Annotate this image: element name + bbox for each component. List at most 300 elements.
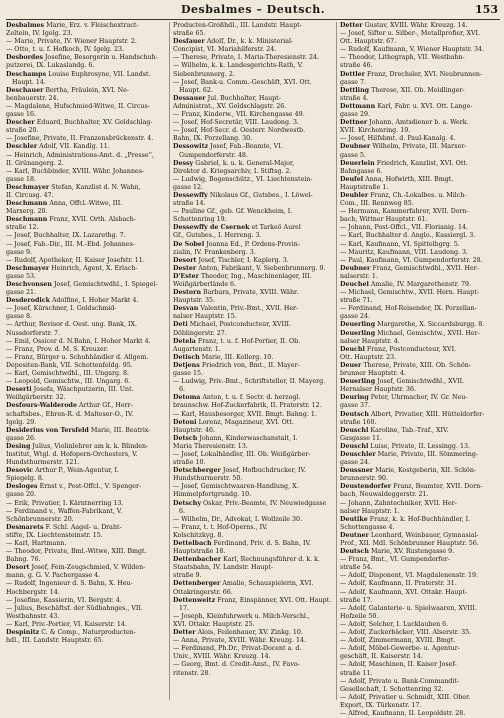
- directory-entry: [340, 386, 500, 394]
- directory-entry: [340, 232, 500, 240]
- entry-details: — Josef, Hilfsbmt. d. Paul-Kanalg. 4.: [340, 135, 456, 143]
- entry-details: Ferdinand, Priv. d. S. Bahn, IV.: [213, 540, 311, 547]
- directory-entry: [6, 54, 166, 62]
- directory-entry: [173, 257, 333, 265]
- entry-details: — Ferdinand v., Waffen-Fabrikant, V.: [6, 507, 123, 515]
- directory-entry: [173, 443, 333, 451]
- directory-entry: [173, 232, 333, 240]
- directory-entry: [6, 200, 166, 208]
- directory-entry: [340, 394, 500, 402]
- entry-details: — Georg, Bmt. d. Credit-Anst., IV. Favo-: [173, 661, 300, 669]
- directory-entry: [340, 38, 500, 46]
- directory-entry: [340, 524, 500, 532]
- directory-entry: [173, 305, 333, 313]
- entry-details: gasse 53.: [6, 272, 36, 280]
- directory-entry: [173, 30, 333, 38]
- entry-details: Weißgärberstr. 32.: [6, 394, 66, 402]
- entry-details: Josef, Gemischtwdhl., I. Spiegel-: [54, 281, 158, 288]
- entry-details: Spiegelg. 8.: [6, 475, 44, 483]
- directory-entry: [340, 483, 500, 491]
- entry-surname: Detschy: [173, 499, 201, 507]
- entry-details: — Adolf, Selcher, I. Lucklauben 6.: [340, 620, 449, 628]
- directory-entry: [340, 678, 500, 686]
- entry-details: — Josef, Hof-Secr. d. Oesterr. Nordwestb.: [173, 127, 306, 135]
- directory-entry: [173, 572, 333, 580]
- directory-entry: [173, 629, 333, 637]
- entry-details: — Josef, Bank-u. Comm.-Geschäft, XVI. Ott. Haupt. 62.: [173, 78, 312, 94]
- directory-entry: [6, 216, 166, 224]
- directory-entry: [173, 419, 333, 427]
- entry-details: straße 10.: [173, 459, 206, 467]
- directory-entry: [340, 103, 500, 111]
- directory-entry: [173, 589, 333, 597]
- directory-entry: [340, 241, 500, 249]
- directory-entry: [6, 289, 166, 297]
- entry-details: Bahng. 76.: [6, 556, 41, 564]
- entry-details: Theodor, Ing., Maschinenlager, III.: [200, 272, 312, 280]
- directory-entry: [6, 467, 166, 475]
- directory-entry: [6, 370, 166, 378]
- entry-details: Hundsthurmerstr. 50.: [173, 475, 243, 483]
- directory-entry: [6, 427, 166, 435]
- entry-surname: Deserti: [6, 386, 32, 394]
- entry-details: II. Grünangerg. 2.: [6, 159, 64, 167]
- entry-details: gasse 5.: [340, 151, 366, 159]
- directory-entry: [340, 265, 500, 273]
- directory-entry: [173, 475, 333, 483]
- entry-details: Stefan, Kanzlist d. N. Wahn,: [51, 183, 141, 191]
- entry-details: Hauptstr. 35.: [173, 297, 215, 305]
- directory-entry: [340, 653, 500, 661]
- entry-details: Gasgasse 11.: [340, 434, 383, 442]
- entry-details: Univ., XVIII. Währ. Kreuzg. 14.: [173, 653, 271, 661]
- entry-surname: Deschauer: [6, 86, 44, 94]
- entry-details: Adolfine, I. Hoher Markt 4.: [51, 297, 139, 305]
- entry-details: gasse 12.: [173, 183, 203, 191]
- entry-surname: Dettenberger: [173, 580, 221, 588]
- page-header: [6, 3, 500, 20]
- entry-details: Gabriel, k. u. k. General-Major,: [195, 159, 295, 167]
- directory-entry: [6, 22, 166, 30]
- directory-entry: [6, 483, 166, 491]
- entry-details: Karoline, Tab.-Traf., XIV.: [370, 426, 449, 434]
- directory-entry: [340, 475, 500, 483]
- entry-details: — Franz, Bürger u. Schuhhändler d. Allgem.: [6, 353, 149, 361]
- entry-details: — Franz, t. t. Hof-Operns., IV.: [173, 523, 268, 531]
- entry-details: Josef, Tischler, I. Kaplerg. 3.: [198, 256, 289, 264]
- directory-entry: [340, 378, 500, 386]
- directory-entry: [173, 548, 333, 556]
- entry-details: Marie, XV. Rustengasse 9.: [370, 548, 455, 556]
- directory-entry: [6, 516, 166, 524]
- entry-details: Ottakringerstr. 66.: [173, 588, 233, 596]
- entry-details: Leonhard, Weinbauer, Gymnasial-: [370, 531, 479, 539]
- directory-entry: [6, 273, 166, 281]
- entry-details: gasse 7.: [340, 78, 366, 86]
- entry-details: — Josef, Sifter u. Silber-, Metallprofier, XVI.: [340, 30, 480, 38]
- entry-surname: Deubler: [340, 191, 369, 199]
- directory-entry: [340, 22, 500, 30]
- directory-entry: [340, 637, 500, 645]
- directory-entry: [173, 330, 333, 338]
- entry-details: gasse 8.: [6, 313, 32, 321]
- directory-entry: [340, 338, 500, 346]
- entry-details: — Heinrich, Administrations-Amt. d. „Presse“,: [6, 151, 154, 159]
- directory-entry: [6, 443, 166, 451]
- directory-entry: [6, 232, 166, 240]
- entry-details: Franz, Beamter, XVII. Dorn-: [393, 483, 483, 491]
- directory-entry: [340, 621, 500, 629]
- directory-entry: [340, 281, 500, 289]
- entry-details: Marxerg. 20.: [6, 208, 48, 216]
- directory-entry: [6, 30, 166, 38]
- entry-details: — Josef, Fab.-Dir., III. M.-Ebd. Johannes-: [6, 240, 135, 248]
- directory-entry: [340, 686, 500, 694]
- directory-entry: [6, 419, 166, 427]
- entry-details: Jul. Buchhalter, Haupt-: [207, 94, 281, 102]
- entry-surname: Descher: [6, 119, 35, 127]
- directory-entry: [173, 289, 333, 297]
- directory-entry: [6, 119, 166, 127]
- entry-details: — Marie, Private, IV. Wiener Hauptstr. 2.: [6, 38, 137, 46]
- directory-entry: [173, 621, 333, 629]
- entry-details: — Adolf, Zuckerbäcker, VIII. Alserstr. 35.: [340, 629, 472, 637]
- directory-entry: [6, 297, 166, 305]
- entry-surname: Deuerling: [340, 329, 376, 337]
- entry-details: Staatsbahn, IV. Landstr. Haupt-: [173, 564, 274, 572]
- directory-entry: [173, 135, 333, 143]
- directory-entry: [340, 71, 500, 79]
- entry-details: Ott. Hauptstr. 23.: [340, 353, 397, 361]
- entry-details: Oskar, Priv.-Beamte, IV. Neuwiedgasse 6.: [179, 499, 327, 515]
- entry-surname: Deschvonsen: [6, 281, 52, 288]
- directory-entry: [173, 467, 333, 475]
- directory-entry: [6, 402, 166, 410]
- directory-entry: [340, 500, 500, 508]
- entry-details: Weißgärberlände 6.: [173, 281, 237, 288]
- directory-entry: [173, 451, 333, 459]
- entry-surname: Desort: [6, 564, 30, 572]
- directory-entry: [340, 160, 500, 168]
- entry-surname: Deubner: [340, 143, 371, 151]
- entry-details: Hofzeile 50.: [340, 612, 379, 620]
- entry-details: straße 54.: [340, 564, 373, 572]
- entry-details: — Josef, Buchhalter, IX. Lazarethg. 7.: [6, 232, 126, 240]
- directory-entry: [173, 580, 333, 588]
- entry-details: — Ludwig, Bogenschütz., VI. Liechtenstein-: [173, 175, 313, 183]
- directory-entry: [340, 564, 500, 572]
- entry-details: stifte, IX. Liechtensteinstr. 15.: [6, 531, 103, 539]
- entry-details: — Adolf, Privatier u. Schmidt, XIII. Ober.: [340, 693, 471, 701]
- directory-entry: [340, 435, 500, 443]
- directory-entry: [340, 580, 500, 588]
- directory-entry: [340, 119, 500, 127]
- entry-details: et Tarkeö Aurel: [251, 224, 301, 232]
- directory-entry: [340, 491, 500, 499]
- entry-details: — Karl, Kaufmann, VI. Spittelbgrg. 5.: [340, 240, 460, 248]
- directory-entry: [340, 572, 500, 580]
- entry-details: — Pauline Gf., geb. Gf. Wenckheim, I.: [173, 208, 293, 216]
- entry-surname: Deutsch: [340, 410, 369, 418]
- entry-details: Johann, Kinderwaschanstalt, I.: [199, 434, 298, 442]
- entry-details: Depositen-Bank, VII. Schottenfeldg. 95.: [6, 361, 133, 369]
- directory-entry: [340, 313, 500, 321]
- entry-details: benbauerstr. 24.: [6, 94, 59, 102]
- entry-details: Friedrich von, Bmt., II. Mayer-: [201, 361, 300, 369]
- entry-surname: Desiderius von Tersfeld: [6, 426, 89, 434]
- directory-entry: [340, 710, 500, 718]
- entry-details: nalser Hauptstr. 1.: [340, 507, 400, 515]
- directory-entry: [173, 402, 333, 410]
- entry-details: — Emil, Ossicer d. N.Bahn, I. Hoher Markt 4.: [6, 337, 151, 345]
- entry-details: Anton, t. u. f. Sectr. d. herzogl.: [202, 394, 301, 402]
- entry-details: Peter, Uhrmacher, IV. Gr. Neu-: [370, 394, 468, 402]
- directory-entry: [6, 143, 166, 151]
- directory-entry: [173, 540, 333, 548]
- entry-details: putzerei, IX. Lukaslandg. 6.: [6, 62, 95, 70]
- entry-details: straße 20.: [6, 127, 39, 135]
- entry-details: — Mauritz, Kaufmann, VIII. Laudong. 3.: [340, 248, 469, 256]
- directory-entry: [6, 62, 166, 70]
- directory-entry: [340, 305, 500, 313]
- directory-entry: [6, 508, 166, 516]
- entry-details: Zeltein, IV. Igelg. 23.: [6, 30, 73, 38]
- directory-entry: [6, 435, 166, 443]
- directory-entry: [6, 95, 166, 103]
- entry-surname: Desloges: [6, 483, 38, 491]
- directory-entry: [173, 346, 333, 354]
- entry-details: Friedrich, Kanzlist, XVI. Ott.: [376, 159, 468, 167]
- entry-surname: De Sobel: [173, 240, 205, 248]
- directory-entry: [6, 127, 166, 135]
- entry-details: — Adolf, Disponent, VI. Magdalenenstr. 19.: [340, 572, 479, 580]
- entry-details: gasse 15.: [173, 370, 203, 378]
- directory-entry: [340, 297, 500, 305]
- directory-entry: [340, 459, 500, 467]
- entry-details: Lorenz, Magazineur, XVI. Ott.: [198, 418, 294, 426]
- directory-entry: [173, 273, 333, 281]
- entry-details: Franz, Drechsler, XVI. Neubrunnen-: [367, 70, 483, 78]
- entry-details: mann, g. G. V. Pachergasse 4.: [6, 572, 101, 580]
- directory-entry: [173, 200, 333, 208]
- directory-entry: [173, 411, 333, 419]
- directory-entry: [340, 168, 500, 176]
- directory-entry: [6, 313, 166, 321]
- entry-surname: Desovic: [6, 467, 34, 475]
- entry-surname: Deustendorfer: [340, 483, 392, 491]
- directory-entry: [340, 516, 500, 524]
- directory-entry: [6, 475, 166, 483]
- directory-entry: [173, 321, 333, 329]
- entry-details: — Adolf, Möbel-Gewerbe- u. Agentur-: [340, 645, 460, 653]
- directory-entry: [173, 637, 333, 645]
- entry-details: — Paul, Kaufmann, VI. Gumpendorferstr. 28.: [340, 256, 483, 264]
- directory-entry: [173, 427, 333, 435]
- directory-entry: [6, 192, 166, 200]
- directory-entry: [6, 249, 166, 257]
- entry-details: Ernst v., Post-Offcl., V. Spenger-: [39, 483, 142, 491]
- entry-details: Gustav, XVIII. Währ. Kreuzg. 14.: [364, 22, 468, 29]
- entry-details: straße 71.: [340, 297, 373, 305]
- entry-details: Ott. Hauptstr. 67.: [340, 38, 397, 46]
- entry-details: Marie, Private, III. Sömmering-: [377, 450, 478, 458]
- directory-entry: [6, 524, 166, 532]
- entry-surname: Deutner: [340, 531, 369, 539]
- entry-details: Franz, XVII. Orth. Alsbach-: [49, 216, 136, 224]
- entry-surname: Deutike: [340, 515, 368, 523]
- directory-entry: [173, 516, 333, 524]
- entry-details: — Ferdinand, Ph.Dr., Privat-Docent a. d.: [173, 645, 302, 653]
- entry-surname: Deuchel: [340, 281, 369, 288]
- directory-entry: [340, 556, 500, 564]
- directory-entry: [340, 694, 500, 702]
- entry-details: Michael, Gemischtw., XVII. Her-: [377, 329, 480, 337]
- entry-details: hdl., III. Landstr. Hauptstr. 65.: [6, 637, 104, 645]
- directory-entry: [340, 200, 500, 208]
- directory-entry: [340, 273, 500, 281]
- directory-entry: [340, 589, 500, 597]
- entry-details: Heinrich, Agent, X. Erlach-: [51, 264, 138, 272]
- directory-entry: [173, 54, 333, 62]
- directory-entry: [340, 111, 500, 119]
- directory-entry: [173, 79, 333, 95]
- entry-details: Julius, Violinlehrer am k. k. Blinden-: [32, 442, 149, 450]
- entry-details: Institut, Wtgl. d. Hofopern-Orchesters, V.: [6, 450, 138, 458]
- directory-entry: [6, 176, 166, 184]
- entry-surname: Deti: [173, 321, 188, 329]
- directory-entry: [6, 338, 166, 346]
- directory-entry: [340, 30, 500, 38]
- directory-entry: [6, 386, 166, 394]
- entry-details: — Julius, Beschäftsf. der Südbahnges., VII.: [6, 604, 143, 612]
- directory-entry: [6, 184, 166, 192]
- directory-entry: [173, 613, 333, 621]
- entry-details: gasse 24.: [340, 459, 370, 467]
- entry-details: — Adolf, Zimmermann, XVIII. Bmgt.: [340, 637, 456, 645]
- directory-entry: [340, 346, 500, 354]
- entry-surname: Deuring: [340, 394, 369, 402]
- entry-details: — Karl, Priv.-Portier, VI. Kaiserstr. 14.: [6, 620, 127, 628]
- entry-details: Döblingerstr. 27.: [173, 329, 227, 337]
- directory-entry: [173, 556, 333, 564]
- entry-surname: Deschmayer: [6, 264, 50, 272]
- entry-surname: Destorn: [173, 289, 202, 297]
- entry-details: Adolf, VII. Kandlg. 11.: [39, 143, 110, 151]
- directory-entry: [6, 257, 166, 265]
- directory-entry: [173, 46, 333, 54]
- entry-surname: Dessewffy de Csernek: [173, 224, 250, 232]
- entry-surname: Desbordes: [6, 54, 43, 62]
- column-1: [6, 22, 166, 700]
- entry-details: straße 17.: [340, 596, 373, 604]
- directory-entry: [6, 168, 166, 176]
- entry-surname: Deuschl: [340, 442, 369, 450]
- entry-details: ritenstr. 28.: [173, 669, 211, 677]
- entry-details: Luise, Private, II. Lessingg. 13.: [370, 442, 470, 450]
- entry-surname: Dettenbacher: [173, 556, 222, 564]
- directory-entry: [6, 346, 166, 354]
- entry-details: Joanna Ed., P. Ordens-Provin-: [206, 240, 300, 248]
- directory-entry: [6, 354, 166, 362]
- entry-details: Com., III. Rennweg 85.: [340, 200, 414, 208]
- directory-entry: [340, 605, 500, 613]
- directory-entry: [173, 160, 333, 168]
- entry-surname: Deschamps: [6, 70, 47, 78]
- entry-details: Marie, Erz. v. Fleischextract-: [46, 22, 139, 29]
- entry-details: Nikolaus Gf., Gutsbes., I. Löwel-: [209, 191, 313, 199]
- entry-details: Karl, Fabr. u. XVI. Ott. Lange-: [377, 102, 473, 110]
- entry-details: — Joseph, Kleinfuhrwerk u. Milch-Verschl.,: [173, 612, 310, 620]
- entry-details: — Michael, Gemischtw., XVII. Hern. Haupt-: [340, 289, 479, 297]
- entry-details: Hernalser Hauptstr. 36.: [340, 386, 416, 394]
- directory-entry: [6, 580, 166, 588]
- directory-entry: [6, 378, 166, 386]
- directory-entry: [173, 127, 333, 135]
- entry-details: Schönbrunnerstr. 20.: [6, 515, 74, 523]
- entry-surname: Desvan: [173, 305, 199, 313]
- directory-entry: [173, 281, 333, 289]
- directory-entry: [173, 216, 333, 224]
- entry-details: — Franz, Kinderw., VII. Kirchengasse 49.: [173, 111, 305, 119]
- directory-entry: [340, 467, 500, 475]
- entry-details: Amalie, Schauspielerin, XVI.: [222, 580, 314, 588]
- directory-entry: [173, 95, 333, 103]
- directory-entry: [340, 629, 500, 637]
- directory-entry: [6, 597, 166, 605]
- entry-details: — Wilhelm, k. k. Landesgerichts-Rath, V.: [173, 62, 304, 70]
- entry-details: Louise Euphrosyne, VII. Landst. Haupt. 14.: [12, 70, 151, 86]
- directory-entry: [340, 143, 500, 151]
- entry-details: Bertha, Fräulein, XVI. Ne-: [45, 86, 130, 94]
- directory-entry: [173, 265, 333, 273]
- entry-details: Wilhelm, Private, III. Marxer-: [372, 143, 467, 151]
- directory-entry: [6, 305, 166, 313]
- directory-entry: [340, 540, 500, 548]
- directory-entry: [340, 208, 500, 216]
- entry-details: straße 46.: [340, 62, 373, 70]
- entry-surname: Deussner: [340, 467, 374, 475]
- directory-entry: [6, 224, 166, 232]
- entry-details: Eduard, Buchhalter, XV. Goldschlag-: [36, 119, 153, 127]
- entry-details: Marie, III. Beatrix-: [90, 426, 151, 434]
- entry-details: — Josef, Kürschner, I. Goldschmid-: [6, 305, 117, 313]
- entry-surname: Detsch: [173, 434, 198, 442]
- entry-surname: Despinitz: [6, 629, 40, 637]
- directory-entry: [340, 419, 500, 427]
- entry-details: Maria Theresienstr. 13.: [173, 442, 248, 450]
- directory-entry: [6, 491, 166, 499]
- entry-details: — Karl, Hartmann.: [6, 540, 67, 547]
- directory-entry: [340, 597, 500, 605]
- entry-details: Bahn, IX. Porzellang. 30.: [173, 135, 253, 143]
- directory-entry: [173, 184, 333, 192]
- entry-details: Johann, Amtsdiener b. a. Werk.: [369, 119, 469, 127]
- directory-entry: [173, 249, 333, 257]
- directory-entry: [6, 38, 166, 46]
- directory-entry: [340, 321, 500, 329]
- directory-entry: [173, 192, 333, 200]
- entry-surname: Deuerling: [340, 378, 376, 386]
- directory-entry: [6, 459, 166, 467]
- entry-details: gasse 37.: [340, 402, 370, 410]
- entry-surname: Deutsch: [340, 548, 369, 556]
- entry-details: — Josefine, Kassierin, VI. Bergstr. 4.: [6, 596, 122, 604]
- entry-surname: Dessy: [173, 159, 194, 167]
- entry-surname: Dettenweitz: [173, 596, 216, 604]
- directory-entry: [6, 540, 166, 548]
- entry-details: straße 65.: [173, 30, 206, 38]
- entry-details: Franz, Einspänner, XVI. Ott. Haupt. 17.: [179, 596, 332, 612]
